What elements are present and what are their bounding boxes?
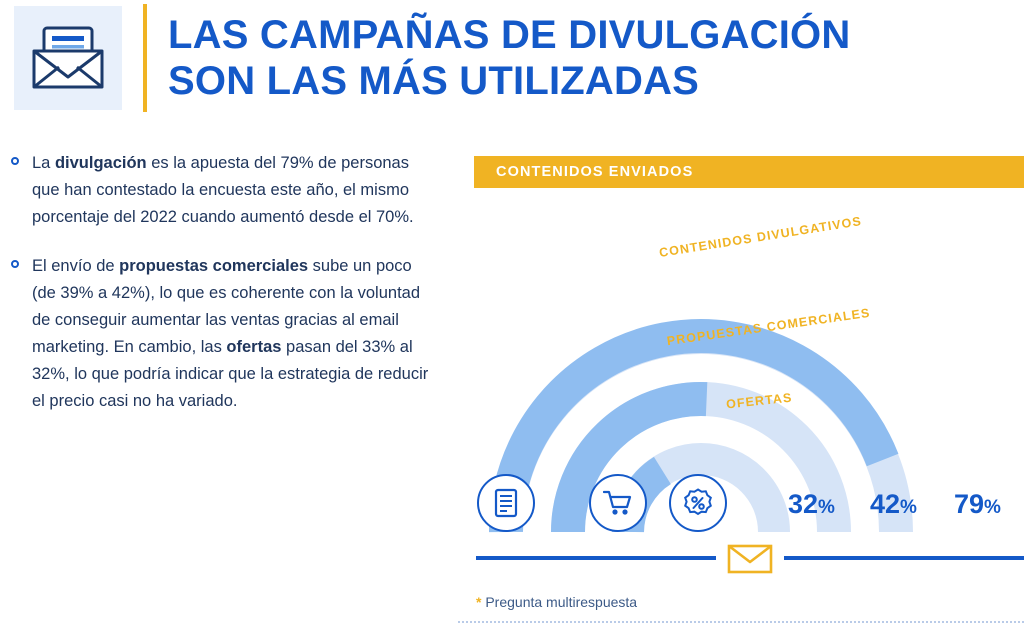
page-title-line2: SON LAS MÁS UTILIZADAS	[168, 59, 700, 103]
value-propuestas-symbol: %	[900, 497, 917, 518]
document-icon	[493, 488, 519, 518]
icon-circle-divulgativos	[477, 474, 535, 532]
value-propuestas-number: 42	[870, 489, 901, 519]
header-divider	[143, 4, 147, 112]
footer-envelope-wrap	[716, 538, 784, 580]
bullet-propuestas-text: El envío de propuestas comerciales sube un poco (de 39% a 42%), lo que es coherente con la voluntad de conseguir aumentar las ventas gracias al email marketing. En cambio, las ofertas pasan del 33% al 32%, lo que podría indicar que la estrategia de reducir el precio casi no ha variado.	[32, 257, 429, 410]
arc-label-contenidos-divulgativos: CONTENIDOS DIVULGATIVOS	[658, 214, 863, 260]
arc-label-propuestas-comerciales: PROPUESTAS COMERCIALES	[666, 305, 872, 349]
chart-footnote	[476, 594, 637, 610]
radial-gauge-chart	[458, 194, 1024, 554]
bullet-marker-icon	[11, 157, 19, 165]
bullet-item	[8, 150, 438, 231]
footnote-text: Pregunta multirespuesta	[485, 594, 638, 610]
footnote-star: *	[476, 594, 482, 610]
shopping-cart-icon	[603, 489, 633, 517]
arc-label-ofertas: OFERTAS	[725, 390, 794, 412]
envelope-document-icon	[31, 25, 105, 91]
value-divulgativos-number: 79	[954, 489, 985, 519]
discount-tag-icon	[683, 488, 713, 518]
header-icon-box	[14, 6, 122, 110]
value-label-ofertas	[788, 489, 835, 520]
value-divulgativos-symbol: %	[984, 497, 1001, 518]
value-ofertas-symbol: %	[818, 497, 835, 518]
icon-circle-propuestas	[589, 474, 647, 532]
value-ofertas-number: 32	[788, 489, 819, 519]
chart-banner-label: CONTENIDOS ENVIADOS	[496, 164, 694, 180]
chart-banner	[474, 156, 1024, 188]
icon-circle-ofertas	[669, 474, 727, 532]
envelope-icon	[727, 543, 773, 575]
value-label-divulgativos	[954, 489, 1001, 520]
description-column	[8, 150, 438, 437]
page-header	[0, 0, 1024, 120]
page-title-line1: LAS CAMPAÑAS DE DIVULGACIÓN	[168, 13, 851, 57]
bullet-divulgacion-text: La divulgación es la apuesta del 79% de personas que han contestado la encuesta este año, el mismo porcentaje del 2022 cuando aumentó desde el 70%.	[32, 154, 414, 226]
chart-panel	[458, 150, 1024, 612]
bullet-item	[8, 253, 438, 415]
page-title	[168, 12, 1008, 104]
value-label-propuestas	[870, 489, 917, 520]
bottom-dotted-divider	[458, 621, 1024, 623]
bullet-marker-icon	[11, 260, 19, 268]
